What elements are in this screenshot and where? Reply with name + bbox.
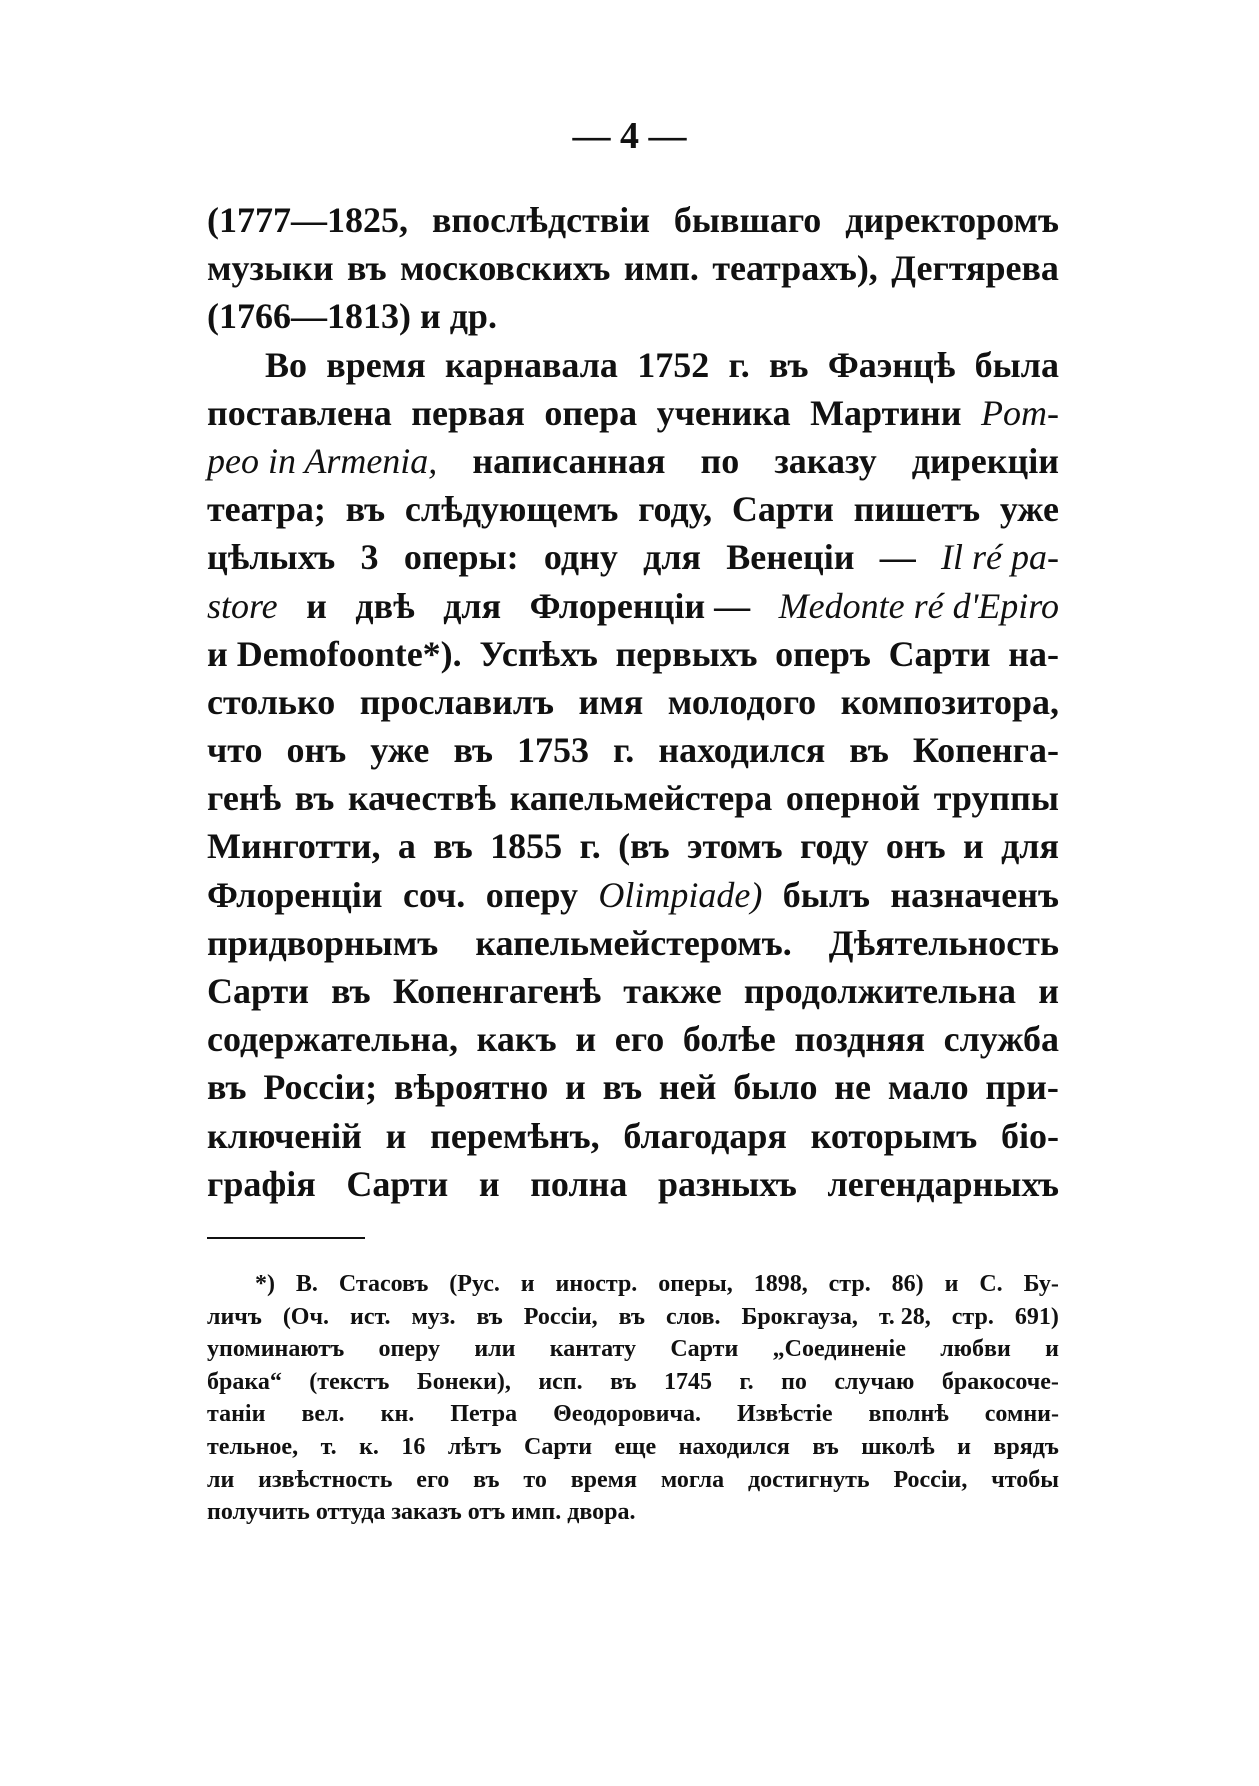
text-line: Флоренціи соч. оперу Olimpiade) былъ назначенъ xyxy=(207,874,1059,915)
text-line: (1766—1813) и др. xyxy=(207,296,497,337)
text-line: театра; въ слѣдующемъ году, Сарти пишетъ уже xyxy=(207,489,1059,530)
text-line: придворнымъ капельмейстеромъ. Дѣятельность xyxy=(207,922,1059,963)
text-line: Сарти въ Копенгагенѣ также продолжительна и xyxy=(207,971,1059,1011)
text-line: ключеній и перемѣнъ, благодаря которымъ біо- xyxy=(207,1115,1059,1156)
body-text xyxy=(207,196,1059,1208)
text-line: Во время карнавала 1752 г. въ Фаэнцѣ была xyxy=(265,344,1059,385)
footnote-line: упоминаютъ оперу или кантату Сарти „Соединеніе любви и xyxy=(207,1336,1059,1363)
text-line: цѣлыхъ 3 оперы: одну для Венеціи — Il ré pa- xyxy=(207,537,1059,578)
footnote-line: личъ (Оч. ист. муз. въ Россіи, въ слов. Брокгауза, т. 28, стр. 691) xyxy=(207,1303,1059,1330)
footnote-line: получить оттуда заказъ отъ имп. двора. xyxy=(207,1499,636,1526)
footnote-line: брака“ (текстъ Бонеки), исп. въ 1745 г. по случаю бракосоче- xyxy=(207,1368,1059,1395)
text-line: и Demofoonte*). Успѣхъ первыхъ оперъ Сарти на- xyxy=(207,633,1059,674)
text-line: въ Россіи; вѣроятно и въ ней было не мало при- xyxy=(207,1067,1059,1108)
text-line: store и двѣ для Флоренціи — Medonte ré d'Epiro xyxy=(207,585,1059,626)
text-line: (1777—1825, впослѣдствіи бывшаго директоромъ xyxy=(207,200,1059,240)
footnote-line: ли извѣстность его въ то время могла достигнуть Россіи, чтобы xyxy=(207,1466,1059,1493)
text-line: музыки въ московскихъ имп. театрахъ), Дегтярева xyxy=(207,248,1059,289)
text-line: содержательна, какъ и его болѣе поздняя служба xyxy=(207,1019,1059,1060)
text-line: что онъ уже въ 1753 г. находился въ Копенга- xyxy=(207,730,1059,771)
text-line: Минготти, а въ 1855 г. (въ этомъ году онъ и для xyxy=(207,826,1059,867)
footnote xyxy=(207,1268,1059,1529)
text-line: графія Сарти и полна разныхъ легендарныхъ xyxy=(207,1163,1059,1204)
footnote-line: тельное, т. к. 16 лѣтъ Сарти еще находился въ школѣ и врядъ xyxy=(207,1433,1059,1460)
footnote-line: *) В. Стасовъ (Рус. и иностр. оперы, 1898, стр. 86) и С. Бу- xyxy=(255,1271,1059,1297)
text-line: peo in Armenia, написанная по заказу дирекціи xyxy=(207,440,1059,481)
page-number: — 4 — xyxy=(572,115,687,157)
footnote-line: таніи вел. кн. Петра Θеодоровича. Извѣстіе вполнѣ сомни- xyxy=(207,1401,1059,1428)
footnote-divider xyxy=(207,1237,365,1239)
text-line: генѣ въ качествѣ капельмейстера оперной труппы xyxy=(207,778,1059,819)
text-line: столько прославилъ имя молодого композитора, xyxy=(207,681,1059,722)
text-line: поставлена первая опера ученика Мартини Pom- xyxy=(207,392,1059,433)
